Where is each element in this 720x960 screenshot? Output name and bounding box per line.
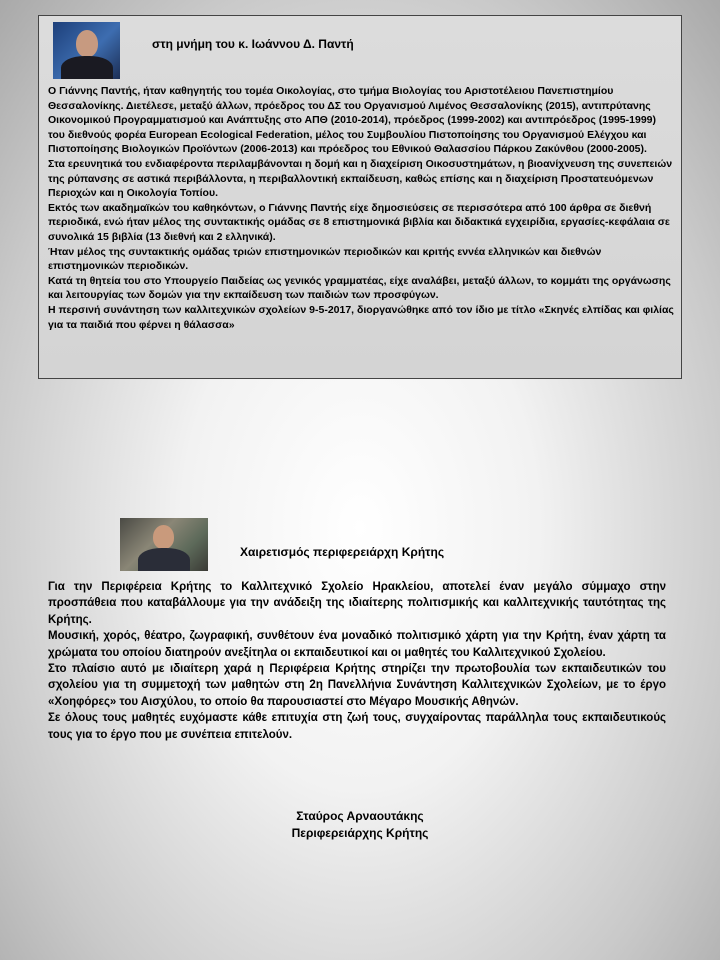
signature-name: Σταύρος Αρναουτάκης	[296, 809, 424, 823]
signature-role: Περιφερειάρχης Κρήτης	[291, 826, 429, 840]
portrait-head	[76, 30, 98, 57]
signature-block	[0, 808, 720, 842]
portrait-torso	[61, 56, 113, 79]
portrait-torso	[138, 548, 190, 571]
greeting-paragraph: Στο πλαίσιο αυτό με ιδιαίτερη χαρά η Περιφέρεια Κρήτης στηρίζει την πρωτοβουλία των εκπαιδευτικών του σχολείου για τη συμμετοχή των μαθητών στη 2η Πανελλήνια Συνάντηση Καλλιτεχνικών Σχολείων, με το έργο «Χοηφόρες» του Αισχύλου, το οποίο θα παρουσιαστεί στο Μέγαρο Μουσικής Αθηνών.	[48, 663, 666, 708]
biography-paragraph: Η περσινή συνάντηση των καλλιτεχνικών σχολείων 9-5-2017, διοργανώθηκε από τον ίδιο με τίτλο «Σκηνές ελπίδας και φιλίας για τα παιδιά που φέρνει η θάλασσα»	[48, 303, 674, 331]
biography-paragraph: Ο Γιάννης Παντής, ήταν καθηγητής του τομέα Οικολογίας, στο τμήμα Βιολογίας του Αριστοτέλειου Πανεπιστημίου Θεσσαλονίκης. Διετέλεσε, μεταξύ άλλων, πρόεδρος του ΔΣ του Οργανισμού Λιμένος Θεσσαλονίκης (2015), αντιπρύτανης Οικονομικού Προγραμματισμού και Ανάπτυξης στο ΑΠΘ (2010-2014), πρόεδρος (1999-2002) και αντιπρόεδρος (1995-1999) του διεθνούς φορέα European Ecological Federation, μέλος του Συμβουλίου Πιστοποίησης του Οργανισμού Ελέγχου και Πιστοποίησης Βιολογικών Προϊόντων (2006-2013) και πρόεδρος του Εθνικού Θαλασσίου Πάρκου Ζακύνθου (2000-2005).	[48, 85, 656, 156]
biography-paragraph: Κατά τη θητεία του στο Υπουργείο Παιδείας ως γενικός γραμματέας, είχε αναλάβει, μεταξύ άλλων, το κομμάτι της οργάνωσης και λειτουργίας των δομών για την εκπαίδευση των παιδιών των προσφύγων.	[48, 274, 671, 302]
biography-paragraph: Εκτός των ακαδημαϊκών του καθηκόντων, ο Γιάννης Παντής είχε δημοσιεύσεις σε περισσότερα από 100 άρθρα σε διεθνή περιοδικά, ενώ ήταν μέλος της συντακτικής ομάδας σε 8 επιστημονικά βιβλία και διδακτικά εγχειρίδια, εργασίες-κεφάλαια σε συνολικά 15 βιβλία (13 διεθνή και 2 ελληνικά).	[48, 201, 670, 243]
memorial-biography	[48, 84, 674, 332]
memorial-title: στη μνήμη του κ. Ιωάννου Δ. Παντή	[152, 37, 354, 51]
greeting-title: Χαιρετισμός περιφερειάρχη Κρήτης	[240, 545, 445, 559]
biography-paragraph: Ήταν μέλος της συντακτικής ομάδας τριών επιστημονικών περιοδικών και κριτής εννέα ελληνικών και διεθνών επιστημονικών περιοδικών.	[48, 245, 602, 273]
portrait-head	[153, 525, 174, 549]
greeting-paragraph: Μουσική, χορός, θέατρο, ζωγραφική, συνθέτουν ένα μοναδικό πολιτισμικό χάρτη για την Κρήτη, έναν χάρτη τα χρώματα του οποίου διατηρούν ανεξίτηλα οι εκπαιδευτικοί και οι μαθητές του Καλλιτεχνικού Σχολείου.	[48, 630, 666, 659]
greeting-paragraph: Για την Περιφέρεια Κρήτης το Καλλιτεχνικό Σχολείο Ηρακλείου, αποτελεί έναν μεγάλο σύμμαχο στην προσπάθεια που καταβάλλουμε για την ανάδειξη της ιδιαίτερης πολιτισμικής και καλλιτεχνικής ταυτότητας της Κρήτης.	[48, 581, 666, 626]
portrait-photo-pantis	[53, 22, 120, 79]
portrait-photo-arnaoutakis	[120, 518, 208, 571]
biography-paragraph: Στα ερευνητικά του ενδιαφέροντα περιλαμβάνονται η δομή και η διαχείριση Οικοσυστημάτων, η βιοανίχνευση της συνεπειών της ρύπανσης σε αστικά περιβάλλοντα, η περιβαλλοντική εκπαίδευση, καθώς επίσης και η διαχείριση Προστατευόμενων Περιοχών και η Οικολογία Τοπίου.	[48, 157, 673, 200]
greeting-paragraph: Σε όλους τους μαθητές ευχόμαστε κάθε επιτυχία στη ζωή τους, συγχαίροντας παράλληλα τους εκπαιδευτικούς τους για το έργο που με συνέπεια επιτελούν.	[48, 712, 666, 741]
greeting-message	[48, 579, 666, 743]
